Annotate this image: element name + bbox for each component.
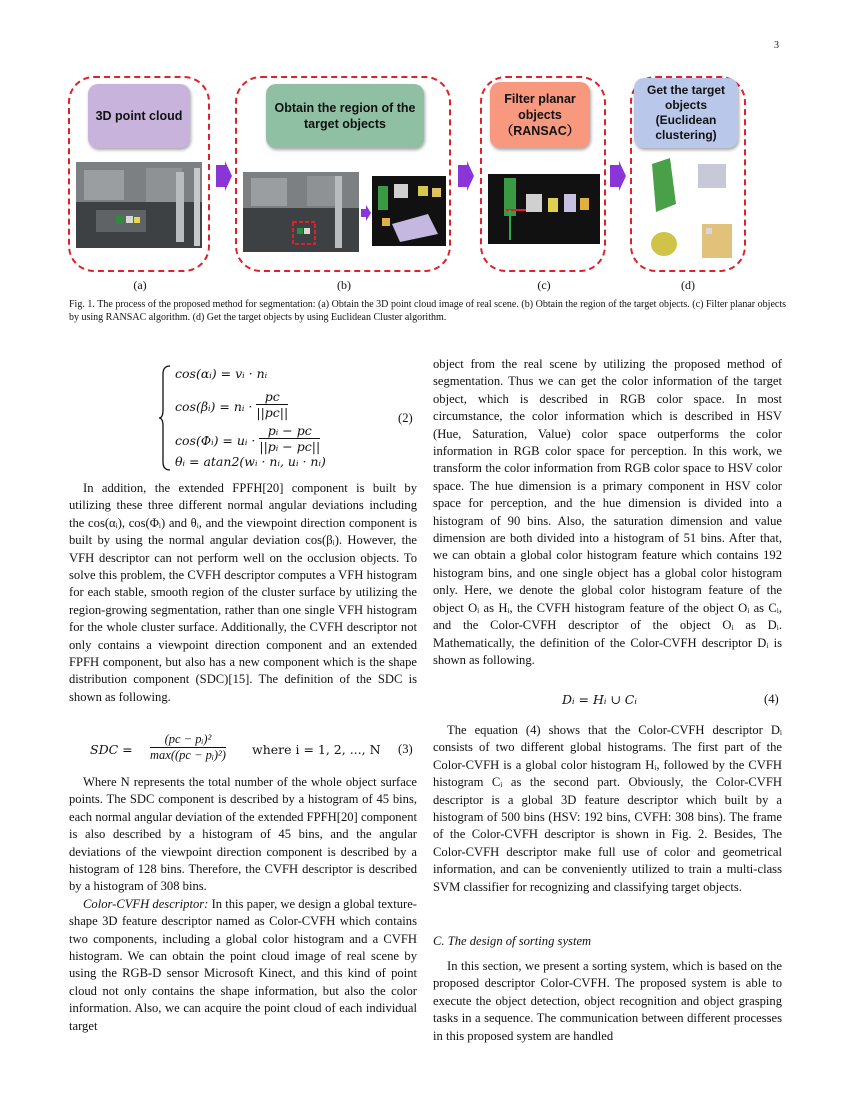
- eq2-line-3-lhs: cos(Φᵢ) = uᵢ ·: [175, 433, 256, 448]
- eq2-line-3: [175, 423, 321, 457]
- step-b-box: [266, 84, 424, 148]
- left-paragraph-3-text: In this paper, we design a global texture-shape 3D feature descriptor named as Color-CVFH which contains two components, including a global color histogram and a CVFH histogram. We can obtain the point cloud image of real scene by using the RGB-D sensor Microsoft Kinect, and this kind of point cloud not only contains the shape information, but also the color information. Also, we can acquire the point cloud of each individual target: [69, 896, 417, 1033]
- right-paragraph-3-text: In this section, we present a sorting system, which is based on the proposed descriptor Color-CVFH. The proposed system is able to execute the object detection, object recognition and object grasping tasks in a sequence. The communication between different processes in this proposed system are handled: [433, 959, 782, 1043]
- left-paragraph-2: [69, 774, 417, 1035]
- eq3-frac: [150, 732, 226, 763]
- step-d-label: Get the target objects (Euclidean clustering): [646, 83, 725, 142]
- step-b-label: Obtain the region of the target objects: [274, 101, 416, 131]
- filtered-objects-image: [488, 174, 600, 244]
- page-number: 3: [774, 40, 779, 51]
- step-d-box: [634, 78, 738, 148]
- eq2-line-2-lhs: cos(βᵢ) = nᵢ ·: [175, 399, 253, 414]
- eq2-line-2: [175, 389, 289, 423]
- panel-d-label: (d): [681, 278, 695, 292]
- right-paragraph-2: [433, 722, 782, 896]
- left-paragraph-2-text: Where N represents the total number of the whole object surface points. The SDC component is described by a histogram of 45 bins, each normal angular deviation of the extended FPFH[20] component is also described by a histogram of 45 bins, and the angular deviations of the viewpoint direction component is described by a histogram of 128 bins. Therefore, the CVFH descriptor is described by a histogram of 308 bins.: [69, 775, 417, 894]
- step-a-label: 3D point cloud: [95, 109, 183, 123]
- equation-4: Dᵢ = Hᵢ ∪ Cᵢ: [562, 692, 637, 707]
- eq2-frac-1-den: ||pc||: [256, 405, 289, 420]
- target-region-image: [372, 176, 446, 246]
- step-c-label: Filter planar objects（RANSAC）: [500, 92, 580, 138]
- eq2-frac-2-den: ||pᵢ − pc||: [259, 439, 321, 454]
- step-a-box: [88, 84, 190, 148]
- eq3-numerator: (pc − pᵢ)²: [150, 732, 226, 748]
- section-heading: C. The design of sorting system: [433, 934, 592, 948]
- right-paragraph-2-text: The equation (4) shows that the Color-CVFH descriptor Dᵢ consists of two different global histograms. The first part of the Color-CVFH is a global color histogram Hᵢ, followed by the CVFH histogram Cᵢ as the second part. Obviously, the Color-CVFH descriptor is a global 3D feature descriptor which built by a histogram of 500 bins (HSV: 192 bins, CVFH: 308 bins). The frame of the Color-CVFH descriptor is shown in Fig. 2. Besides, The Color-CVFH descriptor make full use of color and geometrical information, and can be conveniently utilized to train a multi-class SVM classifier for recognizing and classifying target objects.: [433, 723, 782, 894]
- eq2-frac-2: [259, 423, 320, 454]
- panel-c-label: (c): [537, 278, 551, 292]
- eq3-lhs: SDC =: [90, 742, 133, 757]
- eq2-frac-1-num: pc: [256, 389, 288, 405]
- arrow-right-icon: [216, 161, 232, 191]
- figure-1: [60, 70, 760, 300]
- point-cloud-scene-image: [76, 162, 202, 248]
- left-paragraph-3: [69, 896, 417, 1035]
- eq4-number: (4): [764, 692, 779, 706]
- eq2-number: (2): [398, 411, 413, 425]
- color-cvfh-heading: Color-CVFH descriptor:: [83, 896, 209, 911]
- small-arrow-icon: [361, 205, 371, 221]
- eq3-condition: where i = 1, 2, ..., N: [252, 742, 381, 757]
- right-paragraph-1-text: object from the real scene by utilizing the proposed method of segmentation. Thus we can get the color information of the target object, which is described in RGB color space. In most circumstance, the color information which is described in HSV (Hue, Saturation, Value) color space outperforms the color information in RGB color space for perception. In this work, we transform the color information from RGB color space to HSV color space. The hue dimension is a primary component in HSV color space for perception, and the hue dimension is divided into a histogram of 90 bins. Also, the saturation dimension and value dimension are both divided into a histogram of 51 bins. After that, we can obtain a global color histogram feature which contains 192 histogram bins, and one single object has a global color histogram only. Here, we denote the global color histogram feature of the object Oᵢ as Hᵢ, the CVFH histogram feature of the object Oᵢ as Cᵢ, and the Color-CVFH descriptor of the object Oᵢ as Dᵢ. Mathematically, the definition of the Color-CVFH descriptor Dᵢ is shown as following.: [433, 357, 782, 667]
- eq3-number: (3): [398, 742, 413, 756]
- figure-caption: Fig. 1. The process of the proposed method for segmentation: (a) Obtain the 3D point cloud image of real scene. (b) Obtain the region of the target objects. (c) Filter planar objects by using RANSAC algorithm. (d) Get the target objects by using Euclidean Cluster algorithm.: [69, 299, 786, 323]
- right-paragraph-1: [433, 356, 782, 669]
- arrow-right-icon: [610, 161, 626, 191]
- eq2-frac-2-num: pᵢ − pc: [259, 423, 320, 439]
- clustered-objects-image: [642, 154, 742, 266]
- panel-a-label: (a): [133, 278, 147, 292]
- left-brace-icon: [158, 364, 172, 472]
- right-paragraph-3: [433, 958, 782, 1045]
- left-paragraph-1: [69, 480, 417, 706]
- eq2-frac-1: [256, 389, 288, 420]
- equation-2: [158, 364, 418, 474]
- arrow-right-icon: [458, 161, 474, 191]
- eq3-denominator: max((pc − pᵢ)²): [150, 748, 226, 762]
- left-paragraph-1-text: In addition, the extended FPFH[20] component is built by utilizing these three different normal angular deviations including the cos(αᵢ), cos(Φᵢ) and θᵢ, and the viewpoint direction component is built by using the normal angular deviation cos(βᵢ). However, the VFH descriptor can not perform well on the occlusion objects. To solve this problem, the CVFH descriptor computes a VFH histogram for each stable, smooth region of the cluster surface by utilizing the region-growing segmentation, rather than one single VFH histogram for the whole cluster surface. Additionally, the CVFH descriptor not only contains a viewpoint direction component and an extended FPFH component, but also has a new component which is the shape distribution component (SDC)[15]. The definition of the SDC is shown as following.: [69, 481, 417, 704]
- eq2-line-1: cos(αᵢ) = vᵢ · nᵢ: [175, 366, 268, 381]
- equation-3: [90, 732, 390, 772]
- eq2-line-4: θᵢ = atan2(wᵢ · nᵢ, uᵢ · nᵢ): [175, 454, 326, 469]
- panel-b-label: (b): [337, 278, 351, 292]
- step-c-box: [490, 82, 590, 148]
- region-scene-image: [243, 172, 359, 252]
